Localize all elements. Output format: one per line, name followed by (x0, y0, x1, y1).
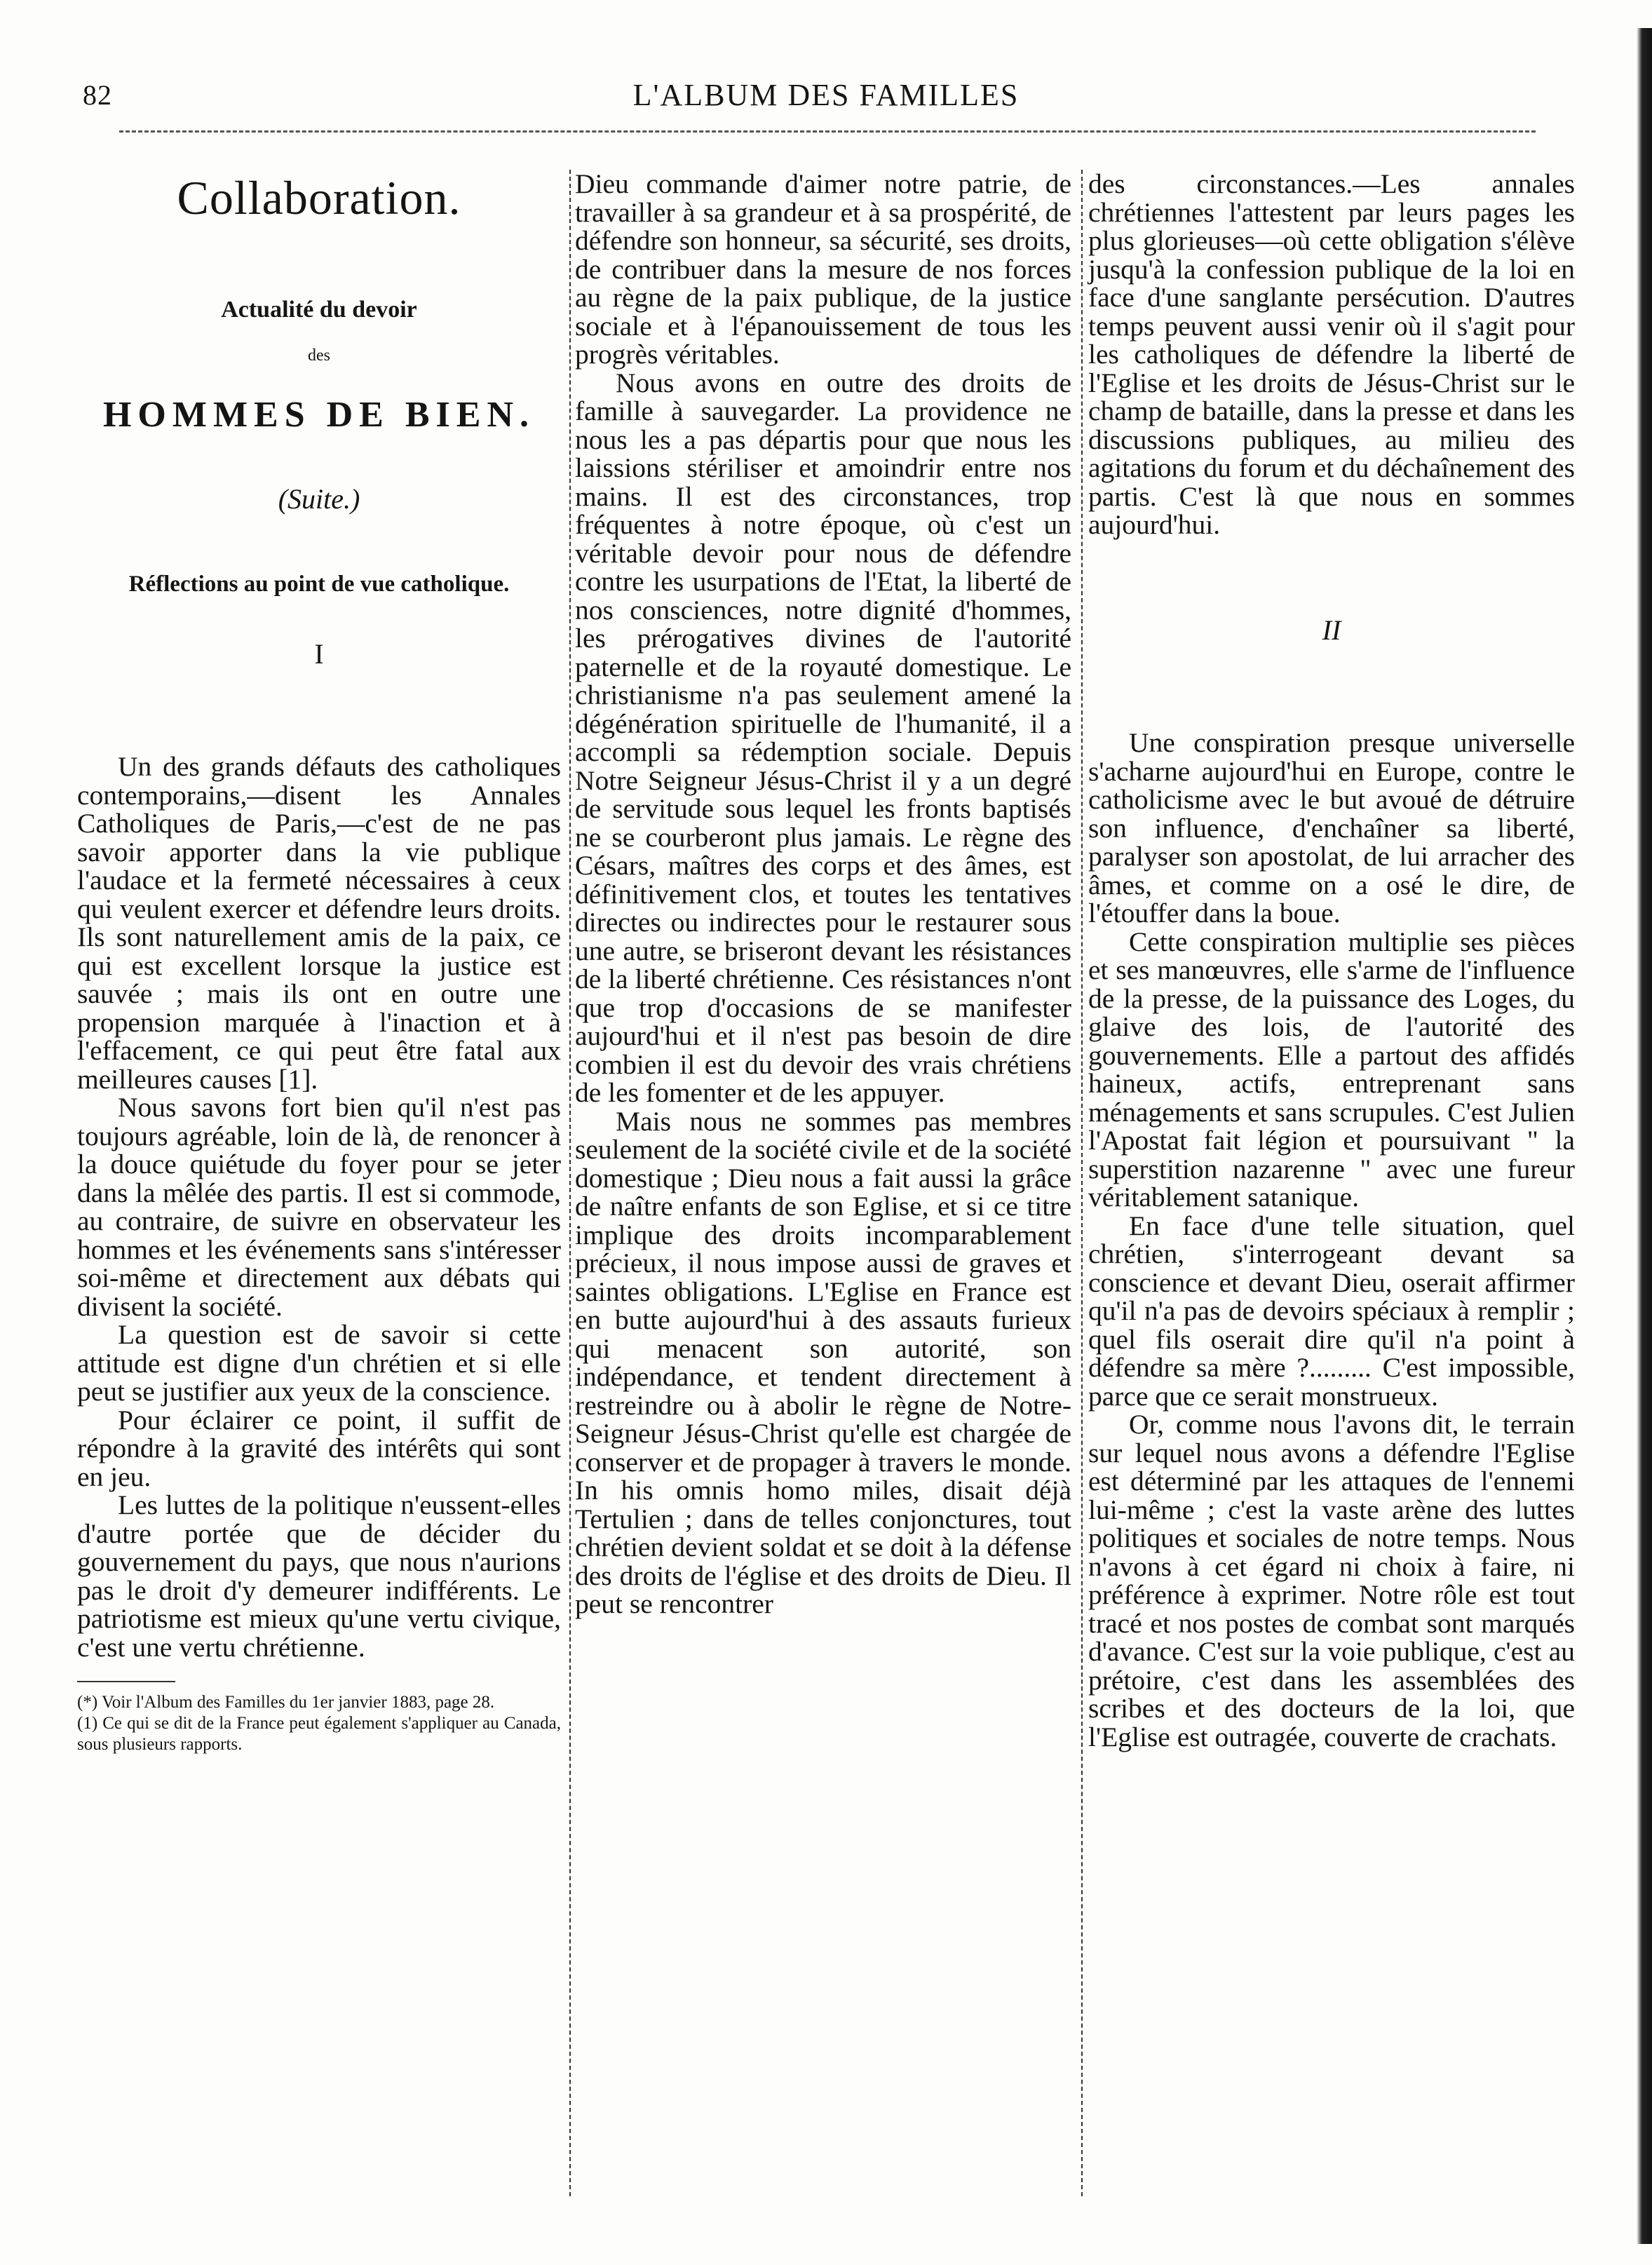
article-subtitle: Actualité du devoir (221, 297, 417, 323)
paragraph: Un des grands défauts des catholiques contemporains,—disent les Annales Catholiques de Paris,—c'est de ne pas savoir apporter dans la vie publique l'audace et la fermeté nécessaires à ceux qui veulent exercer et défendre leurs droits. Ils sont naturellement amis de la paix, ce qui est excellent lorsque la justice est sauvée ; mais ils ont en outre une propension marquée à l'inaction et à l'effacement, ce qui peut être fatal aux meilleures causes [1]. (77, 751, 561, 1095)
footnote: (*) Voir l'Album des Familles du 1er janvier 1883, page 28. (77, 1693, 495, 1712)
page-header (0, 0, 1652, 140)
paragraph: Les luttes de la politique n'eussent-elles d'autre portée que de décider du gouvernement du pays, que nous n'aurions pas le droit d'y demeurer indifférents. Le patriotisme est mieux qu'une vertu civique, c'est une vertu chrétienne. (77, 1489, 561, 1663)
column-separator (569, 170, 571, 2196)
binding-edge (1637, 28, 1652, 2244)
paragraph: Nous savons fort bien qu'il n'est pas toujours agréable, loin de là, de renoncer à la douce quiétude du foyer pour se jeter dans la mêlée des partis. Il est si commode, au contraire, de suivre en observateur les hommes et les événements sans s'intéresser soi-même et directement aux débats qui divisent la société. (77, 1092, 561, 1322)
reflections-heading: Réflections au point de vue catholique. (128, 571, 510, 597)
section-numeral-2: II (1322, 614, 1341, 646)
paragraph: Cette conspiration multiplie ses pièces et ses manœuvres, elle s'arme de l'influence de la presse, de la puissance des Loges, du glaive des lois, de l'autorité des gouvernements. Elle a partout des affidés haineux, actifs, entreprenant sans ménagements et sans scrupules. C'est Julien l'Apostat fait légion et poursuivant " la superstition nazarenne " avec une fureur véritablement satanique. (1088, 926, 1575, 1212)
paragraph: Pour éclairer ce point, il suffit de répondre à la gravité des intérêts qui sont en jeu. (77, 1404, 561, 1492)
footnote: (1) Ce qui se dit de la France peut également s'appliquer au Canada, sous plusieurs rapports. (77, 1714, 561, 1754)
main-heading: HOMMES DE BIEN. (102, 395, 536, 435)
column-2 (575, 170, 1071, 2244)
column-1 (77, 170, 561, 2244)
article-title: Collaboration. (177, 171, 461, 224)
paragraph: Or, comme nous l'avons dit, le terrain sur lequel nous avons a défendre l'Eglise est déterminé par les attaques de l'ennemi lui-même ; c'est la vaste arène des luttes politiques et sociales de notre temps. Nous n'avons à cet égard ni choix à faire, ni préférence à exprimer. Notre rôle est tout tracé et nos postes de combat sont marqués d'avance. C'est sur la voie publique, c'est au prétoire, c'est dans les assemblées des scribes et des docteurs de la loi, que l'Eglise est outragée, couverte de crachats. (1088, 1409, 1575, 1752)
suite-label: (Suite.) (278, 483, 360, 515)
section-numeral-1: I (314, 637, 324, 670)
paragraph: Nous avons en outre des droits de famille à sauvegarder. La providence ne nous les a pas départis pour que nous les laissions stériliser et amoindrir entre nos mains. Il est des circonstances, trop fréquentes à notre époque, où c'est un véritable devoir pour nous de défendre contre les usurpations de l'Etat, la liberté de nos consciences, notre dignité d'hommes, les prérogatives divines de l'autorité paternelle et de la royauté domestique. Le christianisme n'a pas seulement amené la dégénération spirituelle de l'humanité, il a accompli sa rédemption sociale. Depuis Notre Seigneur Jésus-Christ il y a un degré de servitude sous lequel les fronts baptisés ne se courberont plus jamais. Le règne des Césars, maîtres des corps et des âmes, est définitivement clos, et toutes les tentatives directes ou indirectes pour le restaurer sous une autre, se briseront devant les résistances de la liberté chrétienne. Ces résistances n'ont que trop d'occasions de se manifester aujourd'hui et il n'est pas besoin de dire combien il est du devoir des vrais chrétiens de les fomenter et de les appuyer. (575, 367, 1071, 1108)
paragraph: En face d'une telle situation, quel chrétien, s'interrogeant devant sa conscience et devant Dieu, oserait affirmer qu'il n'a pas de devoirs spéciaux à remplir ; quel fils oserait dire qu'il n'a point à défendre sa mère ?......... C'est impossible, parce que ce serait monstrueux. (1088, 1210, 1575, 1412)
footnote-rule (77, 1681, 175, 1682)
article-des: des (308, 346, 330, 365)
paragraph: Mais nous ne sommes pas membres seulement de la société civile et de la société domestique ; Dieu nous a fait aussi la grâce de naître enfants de son Eglise, et si ce titre implique des droits incomparablement précieux, il nous impose aussi de graves et saintes obligations. L'Eglise en France est en butte aujourd'hui à des assauts furieux qui menacent son autorité, son indépendance, et tendent directement à restreindre ou à abolir le règne de Notre-Seigneur Jésus-Christ qu'elle est chargée de conserver et de propager à travers le monde. In his omnis homo miles, disait déjà Tertulien ; dans de telles conjonctures, tout chrétien devient soldat et se doit à la défense des droits de l'église et des droits de Dieu. Il peut se rencontrer (575, 1105, 1071, 1619)
paragraph: Dieu commande d'aimer notre patrie, de travailler à sa grandeur et à sa prospérité, de défendre son honneur, sa sécurité, ses droits, de contribuer dans la mesure de nos forces au règne de la paix publique, de la justice sociale et à l'épanouissement de tous les progrès véritables. (575, 168, 1071, 370)
column-separator (1081, 170, 1083, 2196)
journal-title: L'ALBUM DES FAMILLES (632, 78, 1020, 112)
paragraph: Une conspiration presque universelle s'acharne aujourd'hui en Europe, contre le catholicisme avec le but avoué de détruire son influence, d'enchaîner sa liberté, paralyser son apostolat, de lui arracher des âmes, et comme on a osé le dire, de l'étouffer dans la boue. (1088, 727, 1575, 928)
page-number: 82 (83, 79, 112, 111)
paragraph: des circonstances.—Les annales chrétiennes l'attestent par leurs pages les plus glorieuses—où cette obligation s'élève jusqu'à la confession publique de la loi en face d'une sanglante persécution. D'autres temps peuvent aussi venir où il s'agit pour les catholiques de défendre la liberté de l'Eglise et les droits de Jésus-Christ sur le champ de bataille, dans la presse et dans les discussions publiques, au milieu des agitations du forum et du déchaînement des partis. C'est là que nous en sommes aujourd'hui. (1088, 168, 1575, 540)
column-3 (1088, 170, 1575, 2244)
paragraph: La question est de savoir si cette attitude est digne d'un chrétien et si elle peut se justifier aux yeux de la conscience. (77, 1319, 561, 1407)
header-rule (119, 130, 1536, 133)
